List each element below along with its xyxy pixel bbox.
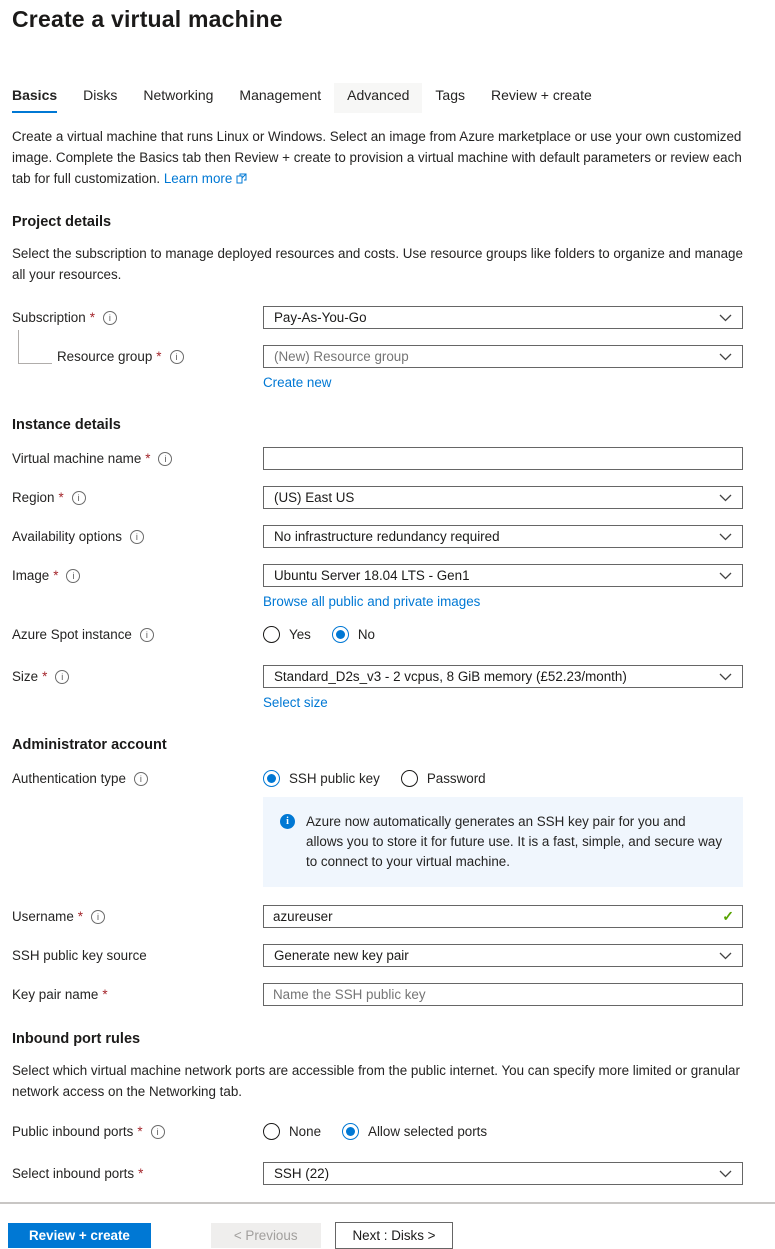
required-marker: *: [89, 310, 95, 325]
ssh-info-row: [12, 797, 763, 887]
public-inbound-ports-label: Public inbound ports * i: [12, 1120, 263, 1140]
chevron-down-icon: [719, 572, 732, 580]
learn-more-link[interactable]: Learn more: [164, 171, 247, 186]
section-heading-instance-details: Instance details: [12, 417, 121, 433]
tab-networking[interactable]: Networking: [143, 87, 214, 103]
spot-instance-label: Azure Spot instance i: [12, 623, 263, 643]
required-marker: *: [138, 1166, 144, 1181]
tree-connector-line: [18, 330, 52, 364]
public-ports-radio-group: [263, 1120, 743, 1140]
info-icon[interactable]: i: [134, 772, 148, 786]
required-marker: *: [53, 568, 59, 583]
select-inbound-ports-row: [12, 1162, 763, 1185]
spot-yes-radio[interactable]: Yes: [263, 626, 311, 643]
radio-circle: [332, 626, 349, 643]
vm-name-label: Virtual machine name * i: [12, 447, 263, 470]
tab-review-create[interactable]: Review + create: [491, 87, 592, 103]
info-icon[interactable]: i: [91, 910, 105, 924]
subscription-row: [12, 306, 763, 329]
info-icon[interactable]: i: [55, 670, 69, 684]
required-marker: *: [77, 909, 83, 924]
resource-group-label: Resource group * i: [12, 345, 263, 392]
ports-allow-selected-radio[interactable]: Allow selected ports: [342, 1123, 487, 1140]
radio-circle: [263, 770, 280, 787]
radio-circle: [263, 1123, 280, 1140]
radio-circle: [401, 770, 418, 787]
spot-no-radio[interactable]: No: [332, 626, 375, 643]
valid-check-icon: ✓: [722, 908, 734, 924]
info-icon[interactable]: i: [66, 569, 80, 583]
availability-row: [12, 525, 763, 548]
image-row: [12, 564, 763, 611]
spot-instance-row: [12, 623, 763, 643]
tab-basics[interactable]: Basics: [12, 83, 70, 113]
public-inbound-ports-row: [12, 1120, 763, 1140]
info-icon[interactable]: i: [72, 491, 86, 505]
chevron-down-icon: [719, 314, 732, 322]
info-icon[interactable]: i: [130, 530, 144, 544]
wizard-footer: [12, 1222, 763, 1249]
info-icon[interactable]: i: [103, 311, 117, 325]
previous-button[interactable]: < Previous: [211, 1223, 321, 1248]
spot-radio-group: [263, 623, 743, 643]
subscription-label: Subscription * i: [12, 306, 263, 329]
key-pair-name-row: [12, 983, 763, 1006]
vm-name-input[interactable]: [263, 447, 743, 470]
image-select[interactable]: Ubuntu Server 18.04 LTS - Gen1: [263, 564, 743, 587]
auth-type-row: [12, 767, 763, 787]
ssh-keypair-infobox: i Azure now automatically generates an SSH key pair for you and allows you to store it for future use. It is a fast, simple, and secure way to connect to your virtual machine.: [263, 797, 743, 887]
info-icon[interactable]: i: [151, 1125, 165, 1139]
tab-tags[interactable]: Tags: [435, 87, 465, 103]
chevron-down-icon: [719, 673, 732, 681]
intro-text: Create a virtual machine that runs Linux or Windows. Select an image from Azure marketplace or use your own customized image. Complete the Basics tab then Review + create to provision a virtual machine with default parameters or review each tab for full customization. Learn more: [12, 129, 742, 186]
ports-none-radio[interactable]: None: [263, 1123, 321, 1140]
region-label: Region * i: [12, 486, 263, 509]
required-marker: *: [156, 349, 162, 364]
region-select[interactable]: (US) East US: [263, 486, 743, 509]
key-pair-name-label: Key pair name *: [12, 987, 108, 1002]
subscription-select[interactable]: Pay-As-You-Go: [263, 306, 743, 329]
chevron-down-icon: [719, 353, 732, 361]
info-filled-icon: i: [280, 814, 295, 829]
review-create-button[interactable]: Review + create: [8, 1223, 151, 1248]
wizard-tabs: [12, 83, 763, 113]
resource-group-select[interactable]: (New) Resource group: [263, 345, 743, 368]
image-label: Image * i: [12, 564, 263, 611]
select-inbound-ports-select[interactable]: SSH (22): [263, 1162, 743, 1185]
project-details-description: Select the subscription to manage deployed resources and costs. Use resource groups like folders to organize and manage all your resources.: [12, 246, 743, 282]
auth-type-label: Authentication type i: [12, 767, 263, 787]
section-heading-admin-account: Administrator account: [12, 737, 167, 753]
create-new-link[interactable]: Create new: [263, 375, 332, 390]
chevron-down-icon: [719, 1170, 732, 1178]
tab-disks[interactable]: Disks: [83, 87, 118, 103]
section-heading-project-details: Project details: [12, 214, 112, 230]
password-radio[interactable]: Password: [401, 770, 486, 787]
page-title: Create a virtual machine: [12, 6, 283, 32]
region-row: [12, 486, 763, 509]
key-pair-name-input[interactable]: [263, 983, 743, 1006]
info-icon[interactable]: i: [158, 452, 172, 466]
required-marker: *: [58, 490, 64, 505]
ssh-source-label: SSH public key source: [12, 948, 147, 963]
username-label: Username * i: [12, 905, 263, 928]
chevron-down-icon: [719, 533, 732, 541]
select-inbound-ports-label: Select inbound ports *: [12, 1166, 144, 1181]
username-row: [12, 905, 763, 928]
resource-group-row: [12, 345, 763, 392]
info-icon[interactable]: i: [140, 628, 154, 642]
required-marker: *: [102, 987, 108, 1002]
radio-circle: [342, 1123, 359, 1140]
tab-management[interactable]: Management: [239, 87, 322, 103]
size-select[interactable]: Standard_D2s_v3 - 2 vcpus, 8 GiB memory (£52.23/month): [263, 665, 743, 688]
info-icon[interactable]: i: [170, 350, 184, 364]
inbound-port-rules-description: Select which virtual machine network ports are accessible from the public internet. You can specify more limited or granular network access on the Networking tab.: [12, 1063, 740, 1099]
chevron-down-icon: [719, 494, 732, 502]
auth-type-radio-group: [263, 767, 743, 787]
chevron-down-icon: [719, 952, 732, 960]
select-size-link[interactable]: Select size: [263, 695, 328, 710]
radio-circle: [263, 626, 280, 643]
availability-label: Availability options i: [12, 525, 263, 548]
browse-images-link[interactable]: Browse all public and private images: [263, 594, 481, 609]
ssh-source-row: [12, 944, 763, 967]
required-marker: *: [137, 1124, 143, 1139]
section-heading-inbound-port-rules: Inbound port rules: [12, 1031, 141, 1047]
required-marker: *: [42, 669, 48, 684]
username-input[interactable]: [263, 905, 743, 928]
ssh-public-key-radio[interactable]: SSH public key: [263, 770, 380, 787]
ssh-source-select[interactable]: Generate new key pair: [263, 944, 743, 967]
tab-advanced[interactable]: Advanced: [334, 83, 422, 113]
availability-select[interactable]: No infrastructure redundancy required: [263, 525, 743, 548]
size-label: Size * i: [12, 665, 263, 712]
vm-name-row: [12, 447, 763, 470]
external-link-icon: [232, 171, 247, 186]
next-disks-button[interactable]: Next : Disks >: [335, 1222, 454, 1249]
footer-divider: [0, 1202, 775, 1204]
size-row: [12, 665, 763, 712]
required-marker: *: [145, 451, 151, 466]
